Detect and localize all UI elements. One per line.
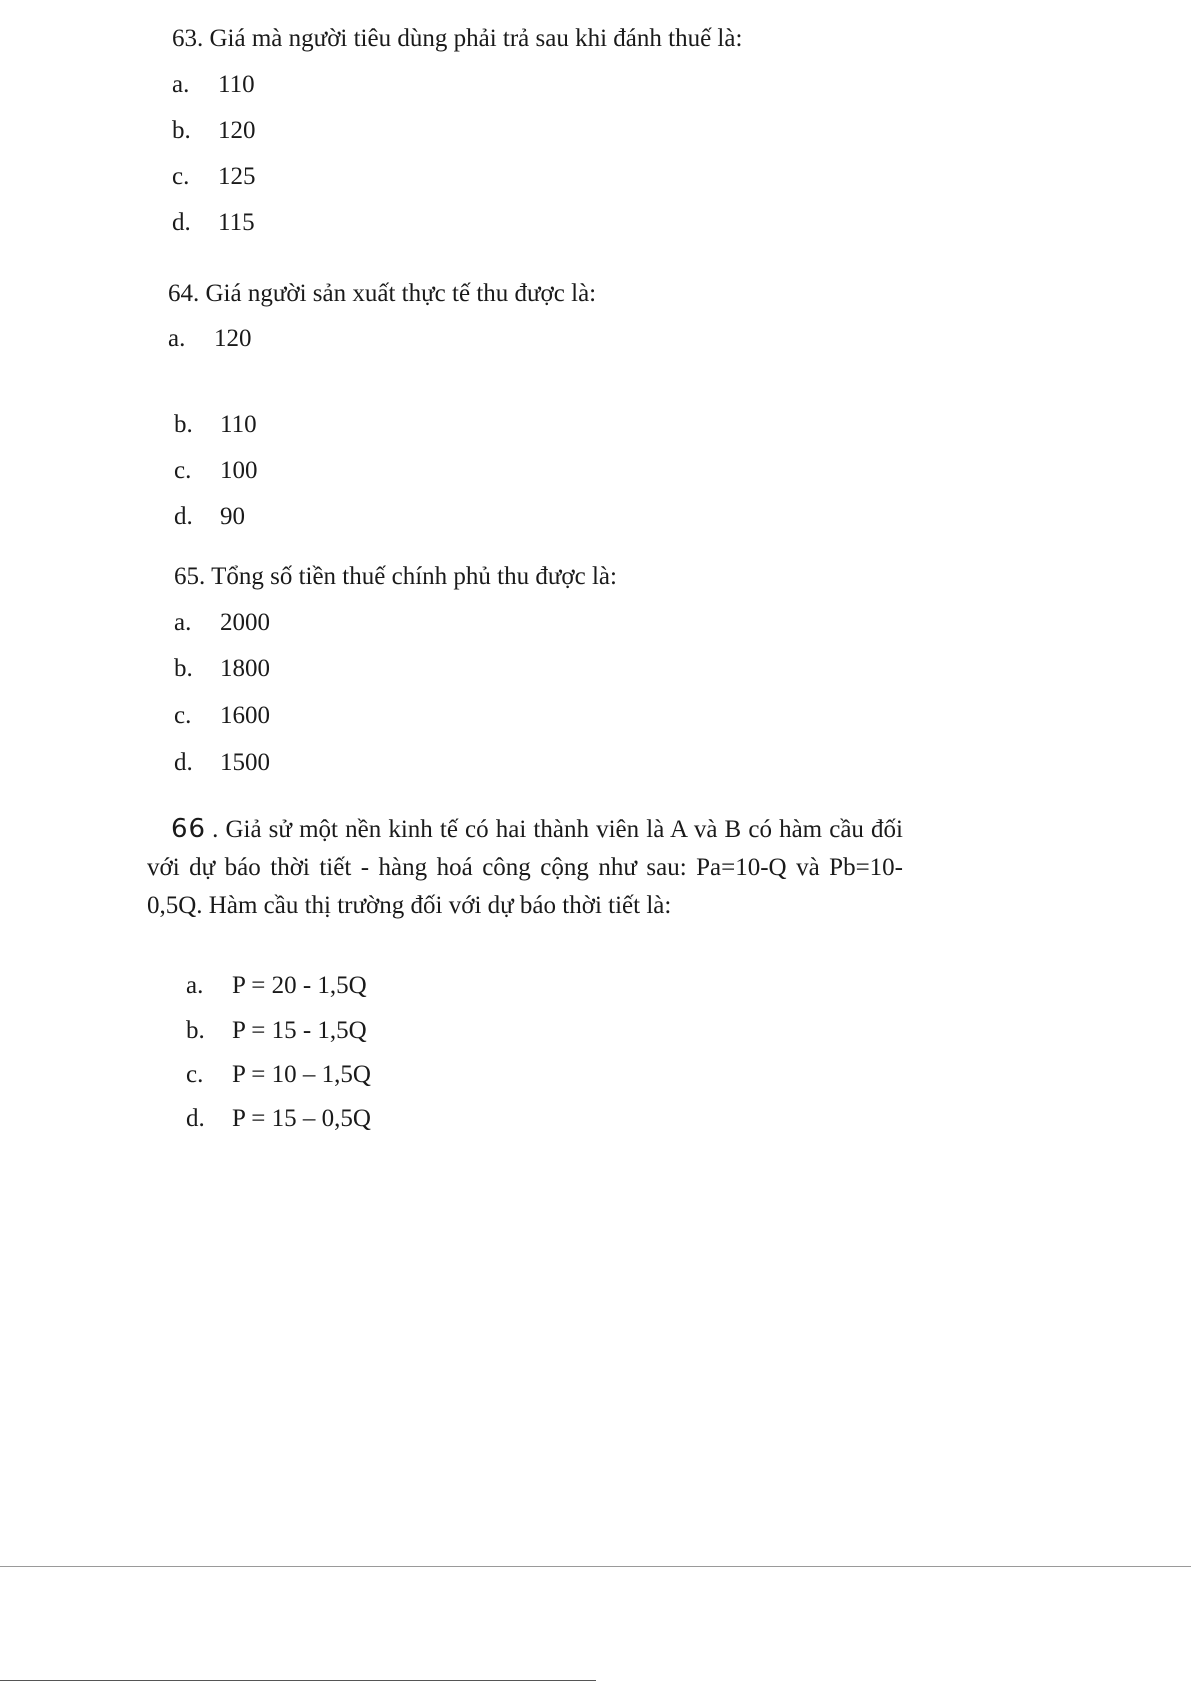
handwritten-question-number: 66 [171, 814, 207, 844]
option-letter: a. [168, 325, 186, 352]
option-63-b[interactable] [172, 118, 256, 143]
option-letter: a. [174, 609, 192, 636]
option-text: 110 [220, 411, 257, 438]
option-letter: c. [186, 1061, 204, 1088]
option-letter: a. [186, 972, 204, 999]
option-63-c[interactable] [172, 164, 256, 189]
option-letter: d. [174, 749, 193, 776]
option-text: P = 20 - 1,5Q [232, 972, 367, 999]
option-text: 120 [218, 117, 256, 144]
option-64-d[interactable] [174, 504, 245, 529]
option-64-a[interactable] [168, 326, 252, 351]
option-66-d[interactable] [186, 1106, 371, 1131]
question-66 [147, 810, 903, 925]
option-letter: c. [172, 163, 190, 190]
option-letter: d. [186, 1105, 205, 1132]
option-66-a[interactable] [186, 973, 367, 998]
question-63 [172, 26, 742, 51]
option-63-d[interactable] [172, 210, 255, 235]
option-65-a[interactable] [174, 610, 270, 635]
option-65-b[interactable] [174, 656, 270, 681]
question-number: 63. [172, 25, 204, 52]
option-64-c[interactable] [174, 458, 258, 483]
option-letter: c. [174, 702, 192, 729]
option-text: P = 15 – 0,5Q [232, 1105, 371, 1132]
option-letter: a. [172, 71, 190, 98]
option-text: 1800 [220, 655, 270, 682]
option-text: 100 [220, 457, 258, 484]
option-66-c[interactable] [186, 1062, 371, 1087]
question-text: . Giả sử một nền kinh tế có hai thành viên là A và B có hàm cầu đối với dự báo thời tiết - hàng hoá công cộng như sau: Pa=10-Q và Pb=10-0,5Q. Hàm cầu thị trường đối với dự báo thời tiết là: [147, 816, 903, 919]
option-66-b[interactable] [186, 1018, 367, 1043]
option-letter: d. [174, 503, 193, 530]
option-letter: b. [172, 117, 191, 144]
footnote-rule [0, 1680, 596, 1681]
option-text: 1500 [220, 749, 270, 776]
option-letter: b. [186, 1017, 205, 1044]
option-65-c[interactable] [174, 703, 270, 728]
option-text: 2000 [220, 609, 270, 636]
option-letter: c. [174, 457, 192, 484]
option-text: 90 [220, 503, 245, 530]
option-text: P = 10 – 1,5Q [232, 1061, 371, 1088]
option-text: P = 15 - 1,5Q [232, 1017, 367, 1044]
question-number: 65. [174, 563, 206, 590]
question-text: Giá người sản xuất thực tế thu được là: [205, 280, 597, 307]
option-text: 125 [218, 163, 256, 190]
question-number: 64. [168, 280, 200, 307]
option-letter: b. [174, 655, 193, 682]
option-63-a[interactable] [172, 72, 255, 97]
option-text: 1600 [220, 702, 270, 729]
option-text: 115 [218, 209, 255, 236]
option-letter: b. [174, 411, 193, 438]
question-65 [174, 564, 617, 589]
option-letter: d. [172, 209, 191, 236]
question-text: Tổng số tiền thuế chính phủ thu được là: [211, 563, 617, 590]
question-64 [168, 281, 596, 306]
page-divider [0, 1566, 1191, 1567]
option-65-d[interactable] [174, 750, 270, 775]
option-64-b[interactable] [174, 412, 257, 437]
option-text: 110 [218, 71, 255, 98]
option-text: 120 [214, 325, 252, 352]
question-text: Giá mà người tiêu dùng phải trả sau khi đánh thuế là: [209, 25, 743, 52]
